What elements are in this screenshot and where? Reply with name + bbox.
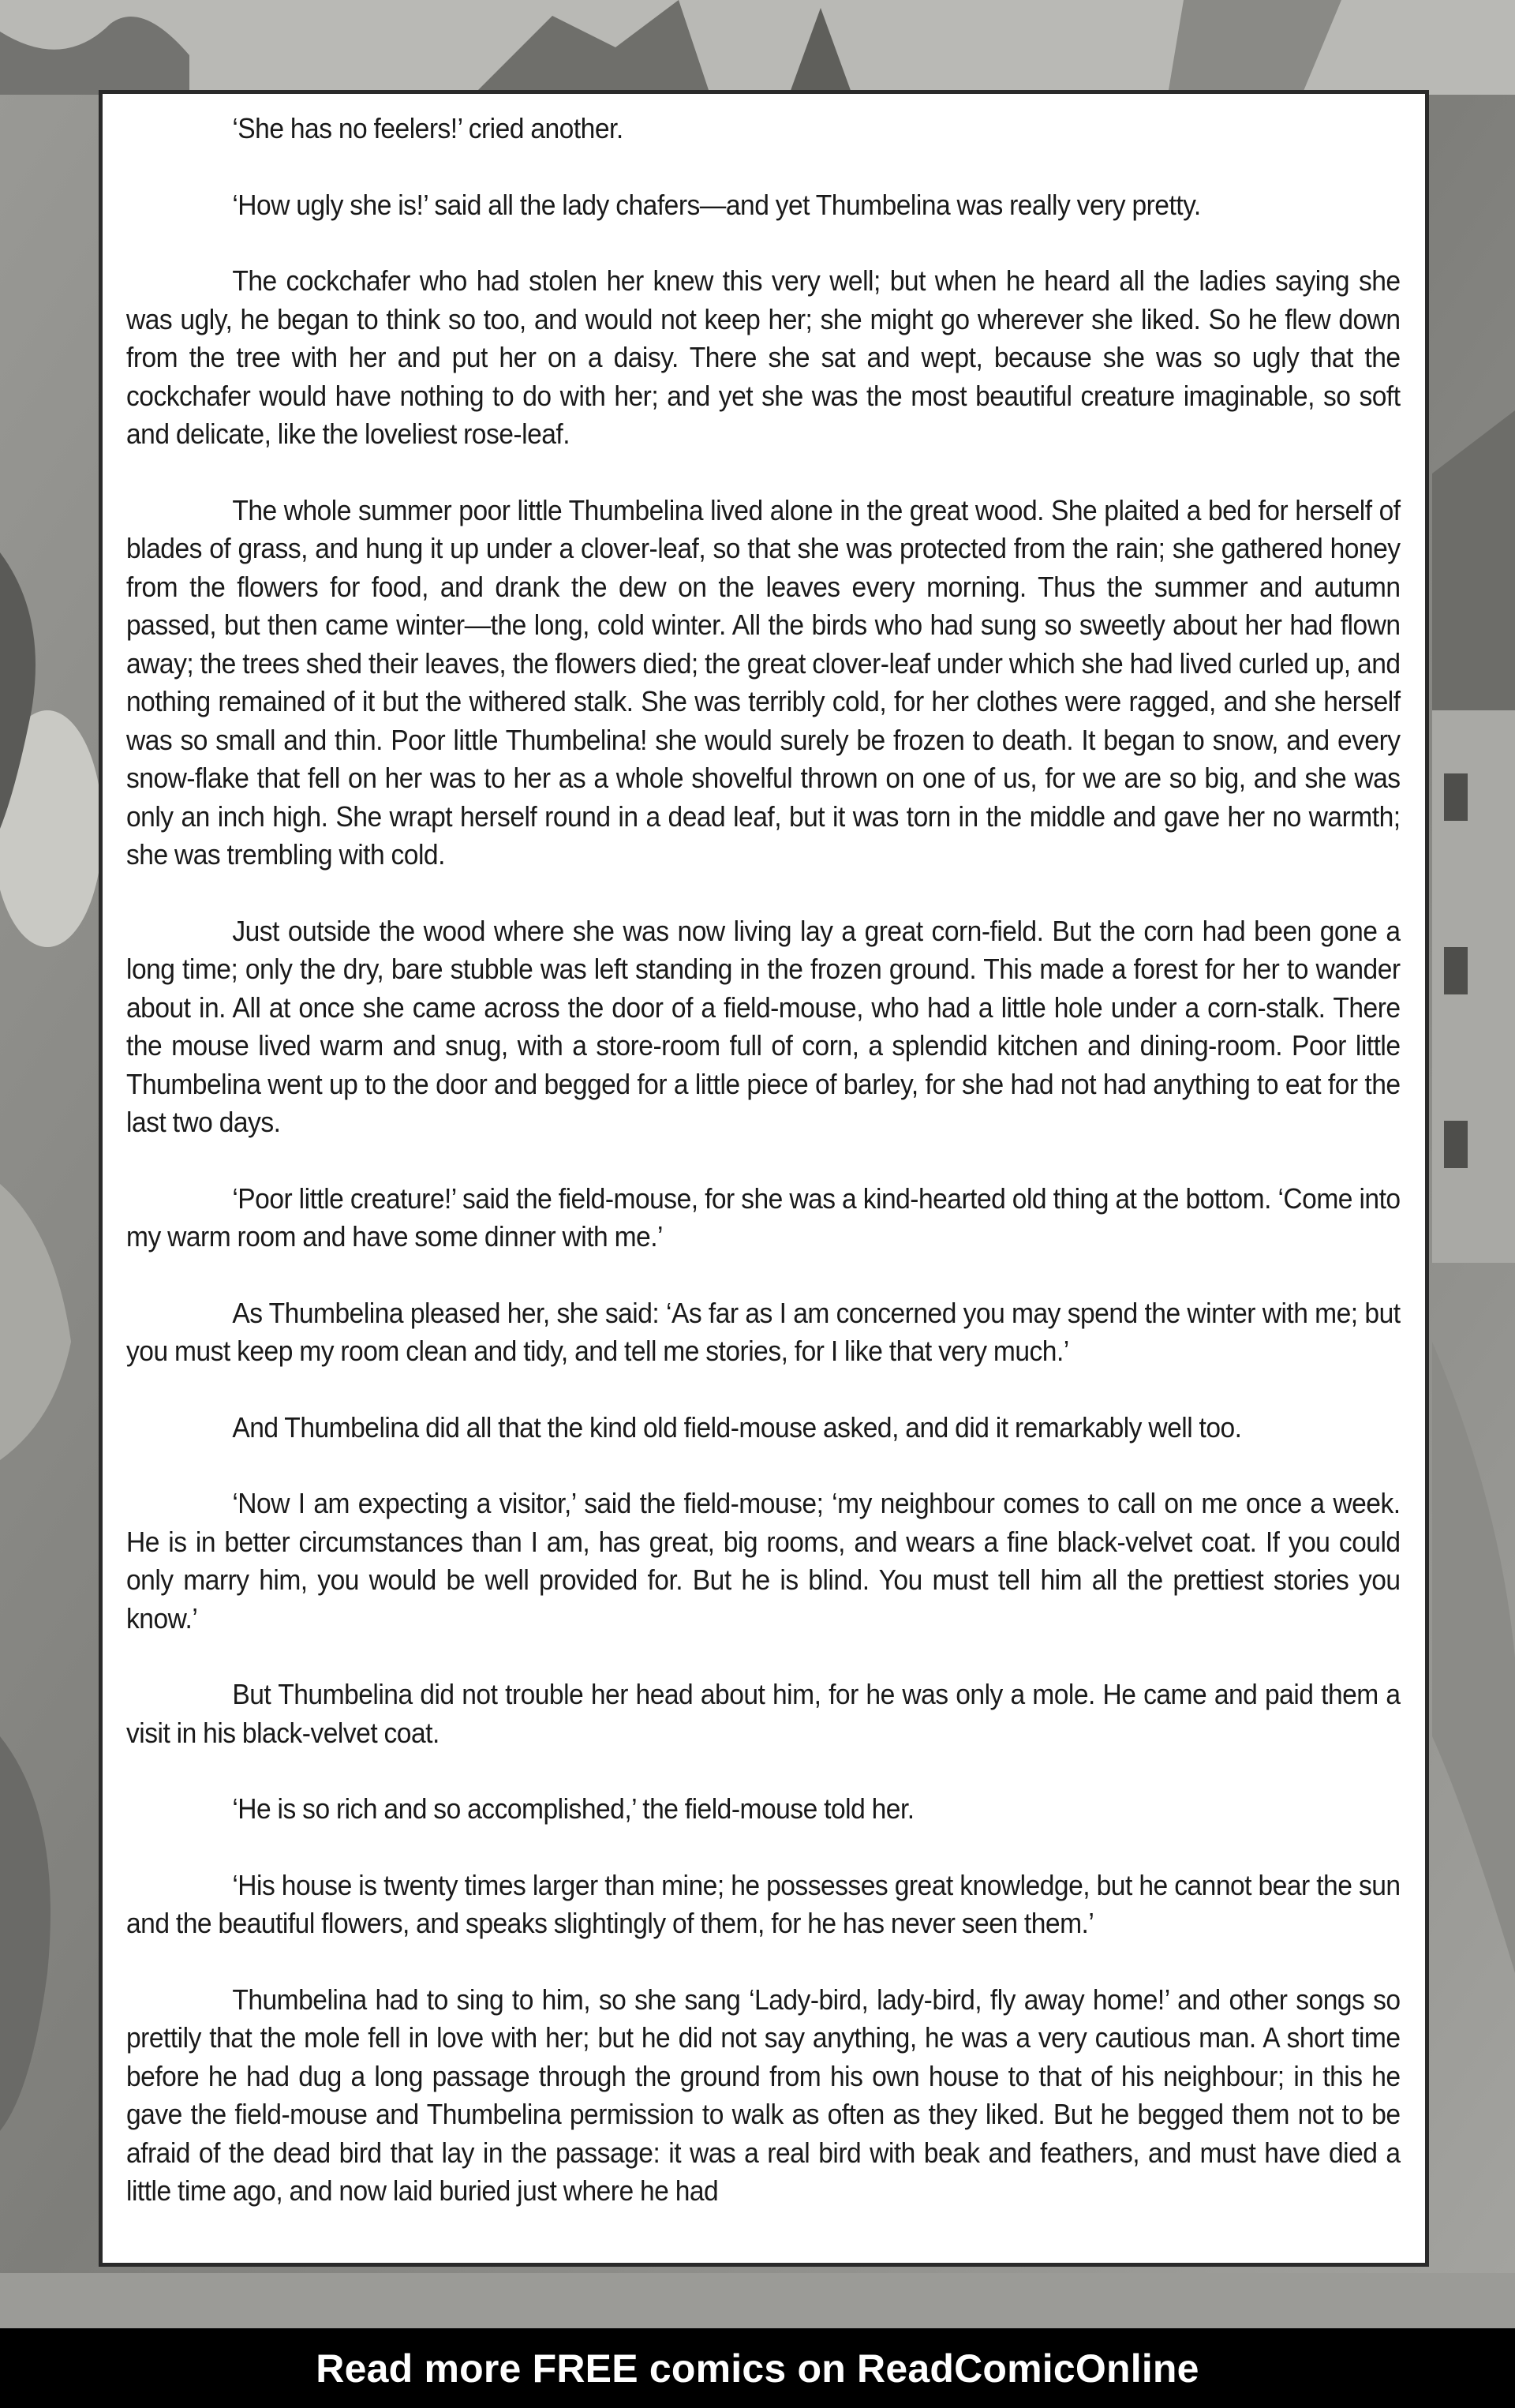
story-paragraph: ‘She has no feelers!’ cried another.: [232, 112, 623, 144]
story-text-box: [99, 90, 1429, 2267]
story-paragraph: The whole summer poor little Thumbelina lived alone in the great wood. She plaited a bed for herself of blades of grass, and hung it up under a clover-leaf, so that she was protected from the rain; she gathered honey from the flowers for food, and drank the dew on the leaves every morning. Thus the summer and autumn passed, but then came winter—the long, cold winter. All the birds who had sung so sweetly about her had flown away; the trees shed their leaves, the flowers died; the great clover-leaf under which she had lived curled up, and nothing remained of it but the withered stalk. She was terribly cold, for her clothes were ragged, and she herself was so small and thin. Poor little Thumbelina! she would surely be frozen to death. It began to snow, and every snow-flake that fell on her was to her as a whole shovelful thrown on one of us, for we are so big, and she was only an inch high. She wrapt herself round in a dead leaf, but it was torn in the middle and gave her no warmth; she was trembling with cold.: [126, 493, 1401, 871]
story-paragraph: ‘Now I am expecting a visitor,’ said the field-mouse; ‘my neighbour comes to call on me once a week. He is in better circumstances than I am, has great, big rooms, and wears a fine black-velvet coat. If you could only marry him, you would be well provided for. But he is blind. You must tell him all the prettiest stories you know.’: [126, 1487, 1401, 1635]
story-paragraph: Just outside the wood where she was now living lay a great corn-field. But the corn had been gone a long time; only the dry, bare stubble was left standing in the frozen ground. This made a forest for her to wander about in. All at once she came across the door of a field-mouse, who had a little hole under a corn-stalk. There the mouse lived warm and snug, with a store-room full of corn, a splendid kitchen and dining-room. Poor little Thumbelina went up to the door and begged for a little piece of barley, for she had not had anything to eat for the last two days.: [126, 914, 1401, 1138]
story-paragraph: Thumbelina had to sing to him, so she sang ‘Lady-bird, lady-bird, fly away home!’ and other songs so prettily that the mole fell in love with her; but he did not say anything, he was a very cautious man. A short time before he had dug a long passage through the ground from his own house to that of his neighbour; in this he gave the field-mouse and Thumbelina permission to walk as often as they liked. But he begged them not to be afraid of the dead bird that lay in the passage: it was a real bird with beak and feathers, and must have died a little time ago, and now laid buried just where he had: [126, 1983, 1401, 2207]
story-paragraph: The cockchafer who had stolen her knew this very well; but when he heard all the ladies saying she was ugly, he began to think so too, and would not keep her; she might go wherever she liked. So he flew down from the tree with her and put her on a daisy. There she sat and wept, because she was so ugly that the cockchafer would have nothing to do with her; and yet she was the most beautiful creature imaginable, so soft and delicate, like the loveliest rose-leaf.: [126, 264, 1401, 450]
story-paragraph: As Thumbelina pleased her, she said: ‘As far as I am concerned you may spend the winter with me; but you must keep my room clean and tidy, and tell me stories, for I like that very much.’: [126, 1296, 1401, 1367]
footer-link-text[interactable]: Read more FREE comics on ReadComicOnline: [316, 2346, 1199, 2391]
footer-banner: [0, 2328, 1515, 2408]
story-paragraph: But Thumbelina did not trouble her head about him, for he was only a mole. He came and paid them a visit in his black-velvet coat.: [126, 1678, 1401, 1749]
story-paragraph: ‘His house is twenty times larger than mine; he possesses great knowledge, but he cannot bear the sun and the beautiful flowers, and speaks slightingly of them, for he has never seen them.’: [126, 1868, 1401, 1939]
story-paragraph: ‘He is so rich and so accomplished,’ the field-mouse told her.: [232, 1792, 915, 1825]
story-paragraph: ‘Poor little creature!’ said the field-mouse, for she was a kind-hearted old thing at the bottom. ‘Come into my warm room and have some dinner with me.’: [126, 1182, 1401, 1253]
story-paragraph: And Thumbelina did all that the kind old field-mouse asked, and did it remarkably well too.: [232, 1410, 1242, 1444]
story-paragraph: ‘How ugly she is!’ said all the lady chafers—and yet Thumbelina was really very pretty.: [232, 188, 1201, 221]
